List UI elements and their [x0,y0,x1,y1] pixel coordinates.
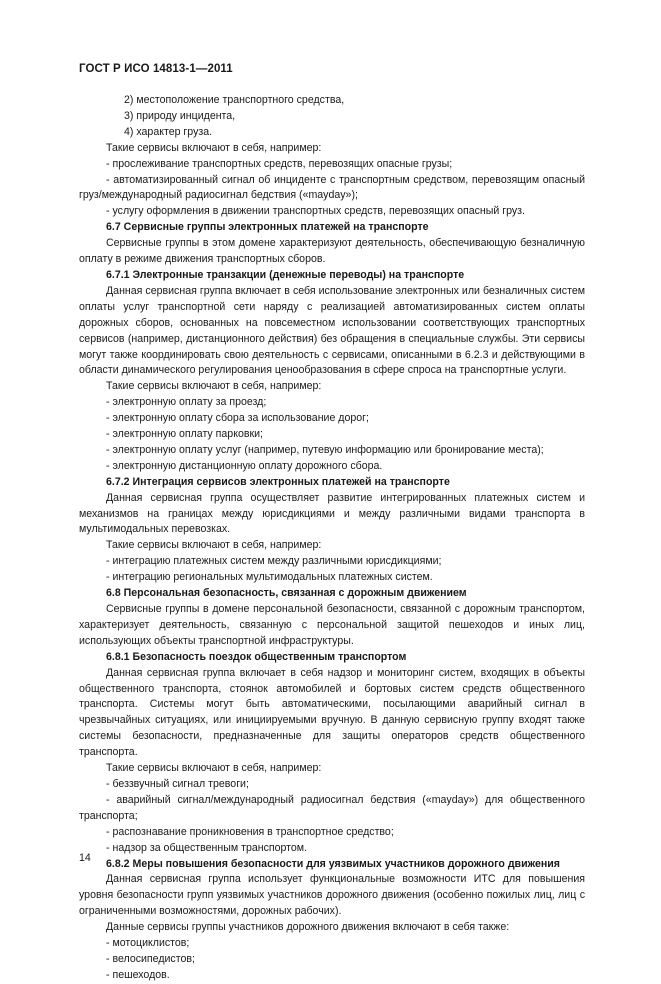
text-line: - велосипедистов; [106,952,195,965]
text-line: - интеграцию платежных систем между различными юрисдикциями; [106,555,442,568]
section-heading: 6.8 Персональная безопасность, связанная с дорожным движением [106,587,467,600]
text-line: - беззвучный сигнал тревоги; [106,777,249,790]
text-line: - аварийный сигнал/международный радиосигнал бедствия («mayday») для общественного транспорта; [79,793,585,822]
section-heading: 6.8.2 Меры повышения безопасности для уязвимых участников дорожного движения [106,857,560,870]
text-line: - распознавание проникновения в транспортное средство; [106,825,394,838]
text-line: - пешеходов. [106,968,170,981]
section-heading: 6.8.1 Безопасность поездок общественным транспортом [106,650,407,663]
document-body [79,93,585,984]
text-line: Такие сервисы включают в себя, например: [106,762,322,775]
page-number: 14 [79,852,91,864]
text-line: - электронную оплату услуг (например, путевую информацию или бронирование места); [106,443,544,456]
text-line: - интеграцию региональных мультимодальных платежных систем. [106,571,433,584]
text-line: - электронную дистанционную оплату дорожного сбора. [106,459,383,472]
text-line: Сервисные группы в домене персональной безопасности, связанной с дорожным транспортом, характеризует деятельность, связанную с персональной защитой пешеходов и иных лиц, использующих объекты транспортной инфраструктуры. [79,603,585,647]
text-line: - мотоциклистов; [106,937,190,950]
text-line: Данная сервисная группа использует функциональные возможности ИТС для повышения уровня безопасности групп уязвимых участников дорожного движения (особенно пожилых лиц, лиц с ограниченными возможностями, дорожных рабочих). [79,873,585,918]
text-line: Такие сервисы включают в себя, например: [106,539,322,552]
text-line: - надзор за общественным транспортом. [106,841,308,854]
text-line: Данная сервисная группа включает в себя использование электронных или безналичных систем оплаты услуг транспортной сети наряду с реализацией автоматизированных систем оплаты дорожных сборов, основанных на повсеместном использовании соответствующих транспортных сервисов (например, дистанционного действия) без обращения в специальные службы. Эти сервисы могут также координировать свою деятельность с сервисами, описанными в 6.2.3 и действующими в области динамического регулирования ценообразования в сфере спроса на транспортные услуги. [79,284,585,377]
text-line: Сервисные группы в этом домене характеризуют деятельность, обеспечивающую безналичную оплату в режиме движения транспортных сборов. [79,237,585,266]
text-line: 3) природу инцидента, [124,109,236,122]
text-line: 4) характер груза. [124,125,213,138]
text-line: - электронную оплату сбора за использование дорог; [106,412,369,425]
document-header: ГОСТ Р ИСО 14813-1—2011 [79,63,233,75]
text-line: - электронную оплату парковки; [106,428,263,441]
text-line: Данная сервисная группа осуществляет развитие интегрированных платежных систем и механизмов на границах между юрисдикциями и между различными видами транспорта в мультимодальных перевозках. [79,491,585,536]
text-line: Данная сервисная группа включает в себя надзор и мониторинг систем, входящих в объекты общественного транспорта, стоянок автомобилей и бортовых систем средств общественного транспорта. Системы могут быть автоматическими, посылающими аварийный сигнал в чрезвычайных ситуациях, или инициируемыми вручную. В данную сервисную группу входят также системы безопасности, предназначенные для защиты операторов средств общественного транспорта. [79,666,585,759]
text-line: Такие сервисы включают в себя, например: [106,380,322,393]
text-line: Такие сервисы включают в себя, например: [106,141,322,154]
text-line: - электронную оплату за проезд; [106,396,267,409]
section-heading: 6.7.1 Электронные транзакции (денежные переводы) на транспорте [106,268,465,281]
section-heading: 6.7.2 Интеграция сервисов электронных платежей на транспорте [106,475,450,488]
text-line: - услугу оформления в движении транспортных средств, перевозящих опасный груз. [106,205,525,218]
section-heading: 6.7 Сервисные группы электронных платежей на транспорте [106,221,429,234]
text-line: 2) местоположение транспортного средства, [124,94,345,106]
text-line: Данные сервисы группы участников дорожного движения включают в себя также: [106,921,510,934]
text-line: - прослеживание транспортных средств, перевозящих опасные грузы; [106,157,453,170]
text-line: - автоматизированный сигнал об инциденте с транспортным средством, перевозящим опасный груз/международный радиосигнал бедствия («mayday»); [79,173,585,202]
